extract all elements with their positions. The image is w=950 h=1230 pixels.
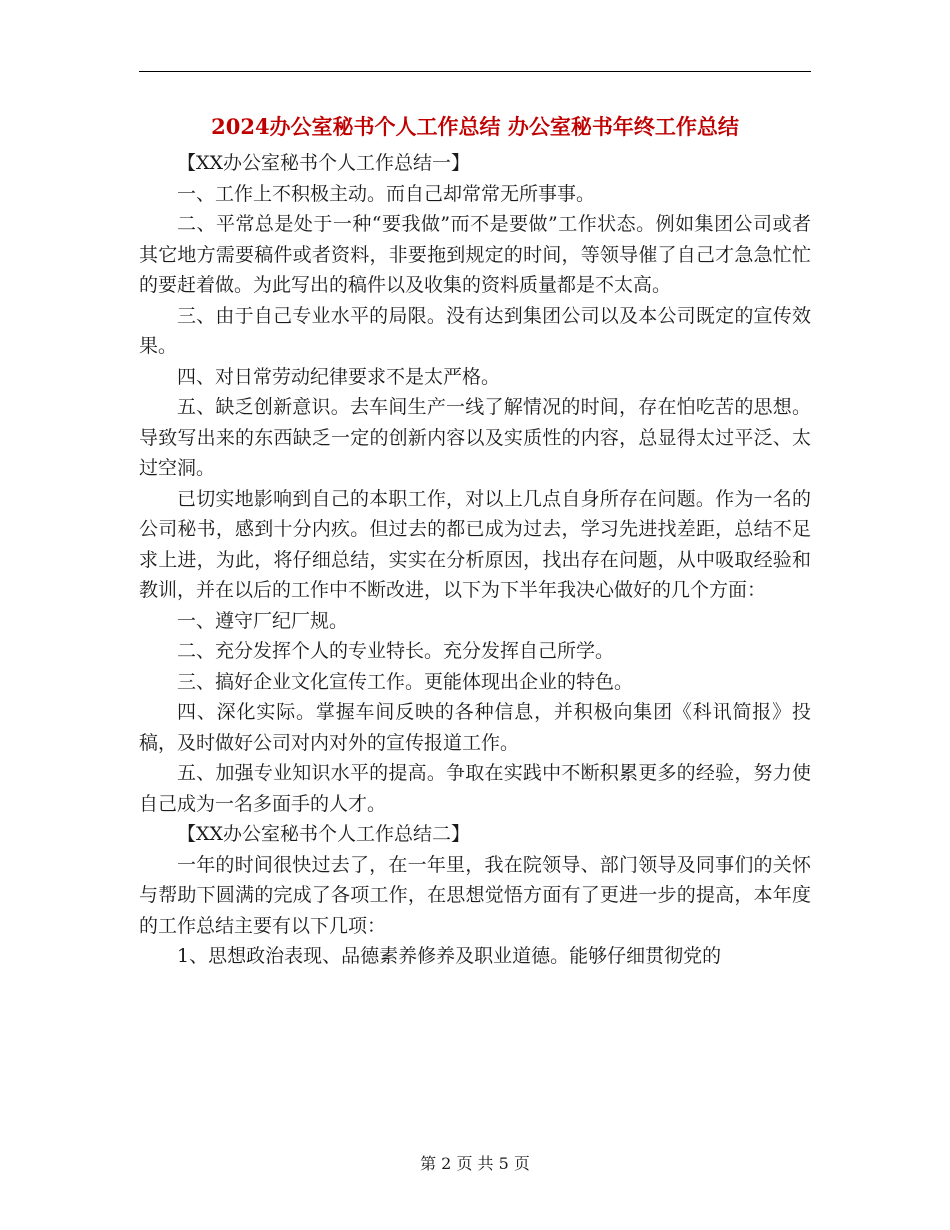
paragraph: 一年的时间很快过去了，在一年里，我在院领导、部门领导及同事们的关怀与帮助下圆满的完成了各项工作，在思想觉悟方面有了更进一步的提高，本年度的工作总结主要有以下几项： [139,853,811,937]
paragraph: 二、平常总是处于一种“要我做”而不是要做”工作状态。例如集团公司或者其它地方需要稿件或者资料，非要拖到规定的时间，等领导催了自己才急急忙忙的要赶着做。为此写出的稿件以及收集的资料质量都是不太高。 [139,213,811,296]
paragraph: 四、对日常劳动纪律要求不是太严格。 [177,365,501,388]
document-title: 2024办公室秘书个人工作总结 办公室秘书年终工作总结 [211,114,739,139]
page-number: 第 2 页 共 5 页 [420,1154,530,1173]
paragraph: 三、由于自己专业水平的局限。没有达到集团公司以及本公司既定的宣传效果。 [139,304,811,357]
paragraph: 1、思想政治表现、品德素养修养及职业道德。能够仔细贯彻党的 [177,945,722,967]
section-heading-1: 【XX办公室秘书个人工作总结一】 [177,152,471,174]
paragraph: 二、充分发挥个人的专业特长。充分发挥自己所学。 [177,640,615,662]
paragraph: 一、工作上不积极主动。而自己却常常无所事事。 [177,182,596,205]
header-rule [139,71,811,72]
paragraph: 五、加强专业知识水平的提高。争取在实践中不断积累更多的经验，努力使自己成为一名多面手的人才。 [139,762,811,815]
paragraph: 四、深化实际。掌握车间反映的各种信息，并积极向集团《科讯简报》投稿，及时做好公司对内对外的宣传报道工作。 [139,701,811,754]
paragraph: 五、缺乏创新意识。去车间生产一线了解情况的时间，存在怕吃苦的思想。导致写出来的东西缺乏一定的创新内容以及实质性的内容，总显得太过平泛、太过空洞。 [139,396,811,479]
paragraph: 已切实地影响到自己的本职工作，对以上几点自身所存在问题。作为一名的公司秘书，感到十分内疚。但过去的都已成为过去，学习先进找差距，总结不足求上进，为此，将仔细总结，实实在分析原因，找出存在问题，从中吸取经验和教训，并在以后的工作中不断改进，以下为下半年我决心做好的几个方面： [139,487,811,601]
paragraph: 三、搞好企业文化宣传工作。更能体现出企业的特色。 [177,670,634,693]
document-body [139,148,811,972]
paragraph: 一、遵守厂纪厂规。 [177,609,349,632]
section-heading-2: 【XX办公室秘书个人工作总结二】 [177,823,471,845]
